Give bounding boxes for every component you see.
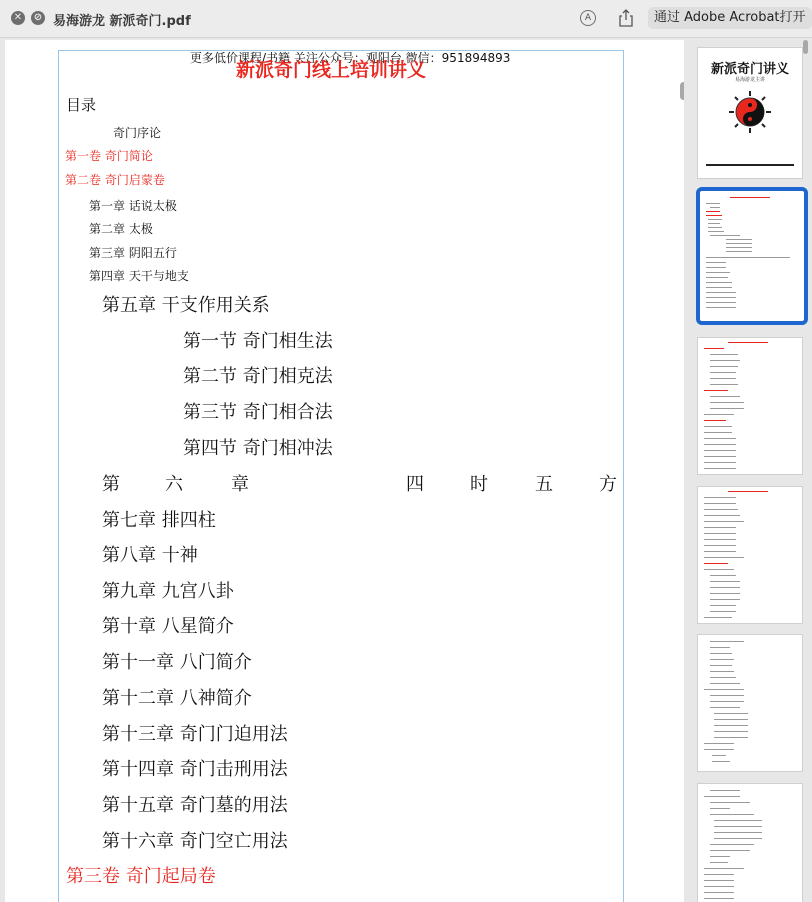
toc-item-section-4[interactable]: 第四节 奇门相冲法 (183, 438, 333, 459)
document-title: 易海游龙 新派奇门.pdf (53, 14, 191, 29)
toc-item-chapter-1[interactable]: 第一章 话说太极 (89, 199, 177, 213)
open-in-acrobat-button[interactable]: 通过 Adobe Acrobat打开 (648, 7, 812, 29)
page-thumbnail-2[interactable] (696, 187, 808, 325)
sidebar-scrollbar[interactable] (803, 40, 808, 54)
thumbnail-subtitle: 易海游龙主讲 (734, 77, 765, 83)
toc-item-chapter-14[interactable]: 第十四章 奇门击刑用法 (102, 759, 288, 780)
page-thumbnail-3[interactable] (697, 337, 803, 475)
chapter-6-char: 章 (231, 474, 249, 495)
toc-item-chapter-16[interactable]: 第十六章 奇门空亡用法 (102, 831, 288, 852)
toc-item-chapter-9[interactable]: 第九章 九宫八卦 (102, 581, 234, 602)
chapter-6-char: 六 (165, 474, 183, 495)
toc-item-volume-3[interactable]: 第三卷 奇门起局卷 (66, 866, 216, 887)
toc-item-chapter-12[interactable]: 第十二章 八神简介 (102, 688, 252, 709)
document-title-overlay: 新派奇门线上培训讲义 (236, 59, 427, 81)
toc-item-chapter-15[interactable]: 第十五章 奇门墓的用法 (102, 795, 288, 816)
chapter-6-char: 五 (535, 474, 553, 495)
page-thumbnail-4[interactable] (697, 486, 803, 624)
page-thumbnail-6[interactable] (697, 783, 803, 902)
title-bar (0, 0, 812, 38)
toc-item-volume-2[interactable]: 第二卷 奇门启蒙卷 (65, 173, 165, 187)
page-thumbnail-5[interactable] (697, 634, 803, 772)
chapter-6-char: 四 (406, 474, 424, 495)
toc-item-chapter-5[interactable]: 第五章 干支作用关系 (102, 295, 270, 316)
toc-item-chapter-3[interactable]: 第三章 阴阳五行 (89, 246, 177, 260)
taiji-emblem-icon (728, 90, 772, 134)
toc-item-chapter-10[interactable]: 第十章 八星简介 (102, 616, 234, 637)
chapter-6-char: 时 (470, 474, 488, 495)
thumbnail-sidebar (690, 40, 812, 902)
close-icon[interactable]: ✕ (11, 11, 25, 25)
thumbnail-footer-line (706, 164, 794, 166)
toc-item-chapter-13[interactable]: 第十三章 奇门门迫用法 (102, 724, 288, 745)
toc-item-chapter-2[interactable]: 第二章 太极 (89, 222, 153, 236)
chapter-6-char: 第 (102, 474, 120, 495)
main-scrollbar[interactable] (680, 82, 684, 100)
markup-icon[interactable]: A (580, 10, 596, 26)
toc-item-preface[interactable]: 奇门序论 (113, 126, 162, 140)
toc-item-section-1[interactable]: 第一节 奇门相生法 (183, 331, 333, 352)
toc-item-section-2[interactable]: 第二节 奇门相克法 (183, 366, 333, 387)
toc-item-section-3[interactable]: 第三节 奇门相合法 (183, 402, 333, 423)
chapter-6-char: 方 (599, 474, 617, 495)
toc-title: 目录 (66, 96, 97, 114)
share-icon[interactable] (618, 9, 634, 27)
toc-item-volume-1[interactable]: 第一卷 奇门简论 (65, 149, 153, 163)
toc-item-chapter-8[interactable]: 第八章 十神 (102, 545, 198, 566)
minimize-icon[interactable]: ⊘ (31, 11, 45, 25)
thumbnail-title: 新派奇门讲义 (710, 62, 789, 77)
toc-item-chapter-7[interactable]: 第七章 排四柱 (102, 510, 216, 531)
toc-item-chapter-4[interactable]: 第四章 天干与地支 (89, 269, 189, 283)
page-header-text: 更多低价课程/书籍 关注公众号：观阳台 微信：951894893 (190, 51, 511, 65)
toc-item-chapter-11[interactable]: 第十一章 八门简介 (102, 652, 252, 673)
page-thumbnail-1[interactable] (697, 47, 803, 179)
